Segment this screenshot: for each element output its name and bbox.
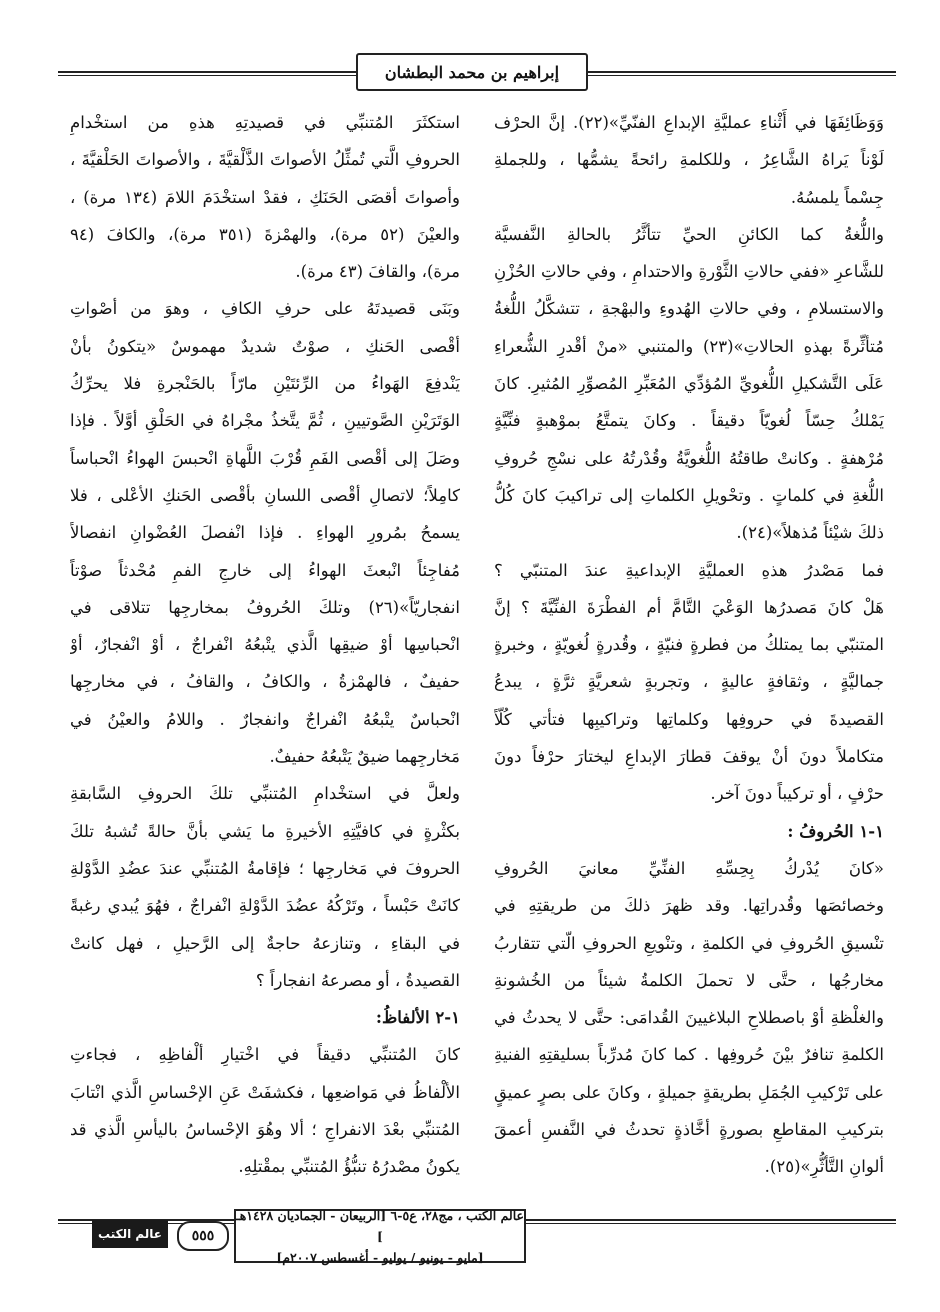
text-line: بكثْرةٍ في كافيَّتِهِ الأخيرةِ ما يَشي بأنَّ حالةً تُشبهُ تلكَ [70, 821, 460, 841]
text-line: مخارجُها ، حتَّى لا تحملَ الكلمةُ شيئاً من الخُشونةِ [494, 970, 884, 990]
section-heading: ١-١ الحُروفُ : [787, 821, 884, 841]
text-line: المتنبّي بما يمتلكُ من فطرةٍ فنيّةٍ ، وقُدرةٍ لُغويّةٍ ، وخبرةٍ [494, 635, 884, 655]
text-line: الحروفَ في مَخارجِها ؛ فإقامةُ المُتنبِّي عندَ عضُدِ الدَّوْلةِ [70, 858, 460, 878]
text-line: حرْفٍ ، أو تركيباً دونَ آخر. [710, 784, 884, 804]
text-line: الحروفِ الَّتي تُمثِّلُ الأصواتَ الذَّلْقيَّةَ ، والأصواتَ الحَلْقيَّةَ ، [70, 150, 460, 170]
right-text-column [494, 104, 884, 1186]
text-line: جماليَّةٍ ، وثقافةٍ عاليةٍ ، وتجربةٍ شعريَّةٍ ثرَّةٍ ، يبدعُ [494, 672, 884, 692]
text-line: عَلَى التَّشكيلِ اللُّغويِّ المُؤدِّي المُعَبِّرِ المُصوِّرِ المُثيرِ. كانَ [494, 374, 884, 394]
text-line: انْحباسٌ يتْبعُهُ انْفراجٌ وانفجارٌ . واللامُ والعيْنُ في [70, 709, 460, 729]
text-line: المُتنبِّي بعْدَ الانفراجِ ؛ ألا وهُوَ الإحْساسُ باليأسِ الَّذي قد [70, 1120, 460, 1140]
text-line: هَلْ كانَ مَصدرُها الوَعْيَ التَّامَّ أم الفطْرَةَ الفنِّيَّةَ ؟ إنَّ [494, 597, 884, 617]
text-line: مُرْهفةٍ . وكانتْ طاقتُهُ اللُّغويَّةُ وقُدْرتُهُ على نسْجِ حُروفِ [494, 448, 884, 468]
text-line: الكلمةِ تنافرٌ بيْنَ حُروفِها . كما كانَ مُدرِّباً بسليقتِهِ الفنيةِ [494, 1045, 884, 1065]
text-line: يَمْلكُ حِسّاً لُغويّاً دقيقاً . وكانَ يتمتَّعُ بموْهبةٍ فنِّيَّةٍ [494, 411, 884, 431]
text-line: انفجاريّاً»(٢٦) وتلكَ الحُروفُ بمخارجِها تتلاقى في [70, 597, 460, 617]
text-line: استكثَرَ المُتنبِّي في قصيدتِهِ هذهِ من استخْدامِ [70, 113, 460, 132]
text-line: الوَتَرَيْنِ الصَّوتيينِ ، ثُمَّ يتَّخذُ مجْراهُ في الحَلْقِ أوَّلاً . فإذا [70, 411, 460, 431]
text-line: وَوَظَائِفَهَا في أَثْناءِ عمليَّةِ الإبداعِ الفنّيِّ»(٢٢). إنَّ الحرْف [494, 113, 884, 132]
text-line: تنْسيقِ الحُروفِ في الكلمةِ ، وتنْويعِ الحروفِ الّتي تتقاربُ [494, 933, 884, 953]
running-header-author: إبراهيم بن محمد البطشان [356, 53, 588, 91]
text-line: أقْصى الحَنكِ ، صوْتٌ شديدٌ مهموسٌ «يتكونُ بأنْ [70, 336, 460, 356]
text-line: جِسْماً يلمسُهُ. [790, 187, 884, 207]
text-line: انْحباسِها أوْ ضيقِها الَّذي يتْبعُهُ انْفراجٌ ، أوْ انْفجارٌ، أوْ [70, 635, 460, 655]
journal-citation [234, 1209, 526, 1263]
text-line: فما مَصْدرُ هذهِ العمليَّةِ الإبداعيةِ عندَ المتنبّي ؟ [494, 560, 884, 580]
text-line: يَنْدفِعَ الهَواءُ من الرِّئتَيْنِ مارّاً بالحَنْجرةِ فلا يحرِّكُ [70, 374, 460, 394]
text-line: واللُّغةُ كما الكائنِ الحيِّ تتأثَّرُ بالحالةِ النَّفسيَّة [494, 224, 884, 244]
text-line: متكاملاً دونَ أنْ يوقفَ قطارَ الإبداعِ ليختارَ حرْفاً دونَ [494, 747, 884, 767]
text-line: ولعلَّ في استخْدامِ المُتنبِّي تلكَ الحروفِ السَّابقةِ [70, 784, 460, 804]
text-line: على تَرْكيبِ الجُمَلِ بطريقةٍ جميلةٍ ، وكانَ على بصرٍ عميقٍ [494, 1082, 884, 1102]
text-line: كانَ المُتنبِّي دقيقاً في اخْتيارِ ألْفاظِهِ ، فجاءتِ [70, 1045, 460, 1065]
text-line: وأصواتَ أقصَى الحَنَكِ ، فقدْ استخْدَمَ اللامَ (١٣٤ مرة) ، [70, 187, 460, 207]
text-line: حفيفٌ ، فالهمْزةُ ، والكافُ ، والقافُ ، في مخارجِها [70, 672, 460, 692]
text-line: القصيدةَ في حروفِها وكلماتِها وتراكيبِها فتأتي كُلّاً [494, 709, 884, 729]
page-number: ٥٥٥ [177, 1221, 229, 1251]
text-line: كامِلاً؛ لاتصالِ أقْصى اللسانِ بأقْصى الحَنكِ الأعْلى ، فلا [70, 485, 460, 505]
text-line: كانَتْ حَبْساً ، وتَرْكُهُ عضُدَ الدَّوْلةِ انْفراجٌ ، فهُوَ يُبدي رغبةً [70, 896, 460, 916]
text-line: بتركيبِ المقاطعِ بصورةٍ أخَّاذةٍ تحدثُ في النَّفسِ أعمقَ [494, 1120, 884, 1140]
text-line: وخصائصَها وقُدراتِها. وقد ظهرَ ذلكَ من طريقتِهِ في [494, 896, 884, 916]
text-line: في البقاءِ ، وتنازعهُ حاجةٌ إلى الرَّحيلِ ، فهل كانتْ [70, 933, 460, 953]
text-line: لَوْناً يَراهُ الشَّاعِرُ ، وللكلمةِ رائحةً يشمُّها ، وللجملةِ [494, 150, 884, 170]
text-line: والغلْظةِ أوْ باصطلاحِ البلاغيينَ القُدامَى: حتَّى لا يحدثُ في [494, 1008, 884, 1028]
text-line: مرة)، والقافَ (٤٣ مرة). [295, 262, 460, 282]
text-line: مَخارجِهما ضيقٌ يَتْبعُهُ حفيفٌ. [269, 747, 460, 767]
text-line: يسمحُ بمُرورِ الهواءِ . فإذا انْفصلَ العُضْوانِ انفصالاً [70, 523, 460, 543]
text-line: الألْفاظُ في مَواضعِها ، فكشفَتْ عَنِ الإحْساسِ الَّذي انْتابَ [70, 1082, 460, 1102]
text-line: ذلكَ شيْئاً مُذهلاً»(٢٤). [736, 523, 884, 543]
text-line: اللُّغةِ في كلماتٍ . وتحْويلِ الكلماتِ إلى تراكيبَ كانَ كُلُّ [494, 485, 884, 505]
text-line: والعيْنَ (٥٢ مرة)، والهمْزةَ (٣٥١ مرة)، والكافَ (٩٤ [70, 224, 460, 244]
section-heading: ١-٢ الألفاظُ: [375, 1008, 460, 1028]
journal-logo: عالم الكتب [92, 1220, 168, 1248]
text-line: وبَنَى قصيدتَهُ على حرفِ الكافِ ، وهوَ من أصْواتِ [70, 299, 460, 319]
text-line: مُتأثِّرةً بهذهِ الحالاتِ»(٢٣) والمتنبي «منْ أقْدرِ الشُّعراءِ [494, 336, 884, 356]
left-text-column [70, 104, 460, 1186]
text-line: ألوانِ التَّأثُّرِ»(٢٥). [764, 1157, 884, 1177]
text-line: مُفاجِئاً انْبعثَ الهواءُ إلى خارجِ الفمِ مُحْدثاً صوْتاً [70, 560, 460, 580]
text-line: للشَّاعرِ «ففي حالاتِ الثَّوْرةِ والاحتدامِ ، وفي حالاتِ الحُزْنِ [494, 262, 884, 282]
text-line: وصَلَ إلى أقْصى الفَمِ قُرْبَ اللَّهاةِ انْحبسَ الهواءُ انْحباساً [70, 448, 460, 468]
text-line: القصيدةُ ، أو مصرعهُ انفجاراً ؟ [255, 970, 460, 990]
text-line: يكونُ مصْدرُهُ تنبُّؤُ المُتنبِّي بمقْتلِهِ. [238, 1157, 460, 1177]
citation-line-2: [مايو - يونيو / يوليو - أغسطس ٢٠٠٧م] [276, 1249, 484, 1265]
text-line: «كانَ يُدْركُ بِحِسِّهِ الفنِّيِّ معانيَ الحُروفِ [494, 858, 884, 878]
text-line: والاستسلامِ ، وفي حالاتِ الهُدوءِ والبهْجةِ ، تتشكَّلُ اللُّغةُ [494, 299, 884, 319]
citation-line-1: عالم الكتب ، مج٢٨، ع٥-٦ [الربيعان - الجماديان ١٤٢٨هـ ] [236, 1207, 524, 1244]
